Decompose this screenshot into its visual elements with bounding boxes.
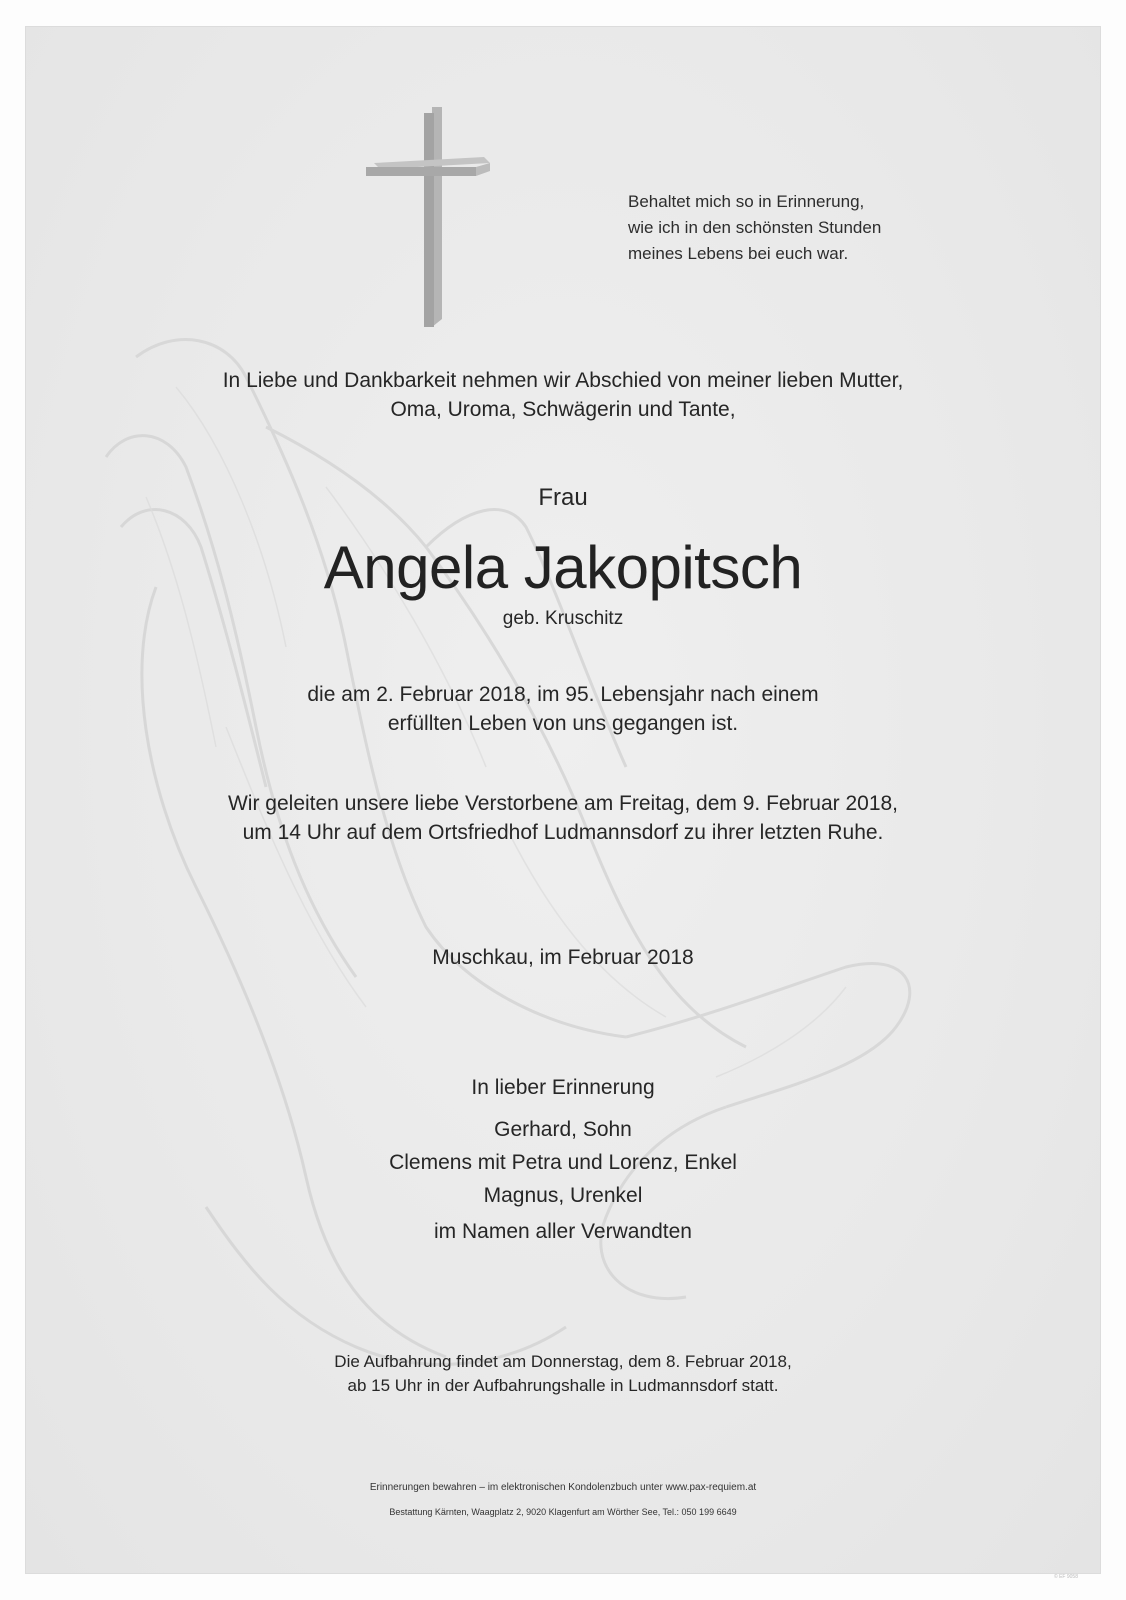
place-date: Muschkau, im Februar 2018 [432,946,694,969]
death-info-line: die am 2. Februar 2018, im 95. Lebensjahr nach einem [307,683,819,706]
wake-info [26,1350,1100,1398]
cross-icon [366,107,496,327]
mourner-name: Gerhard, Sohn [494,1118,632,1141]
funeral-info [26,789,1100,847]
intro-line: In Liebe und Dankbarkeit nehmen wir Abschied von meiner lieben Mutter, [222,369,904,392]
undertaker-contact: Bestattung Kärnten, Waagplatz 2, 9020 Klagenfurt am Wörther See, Tel.: 050 199 6649 [389,1507,737,1517]
obituary-frame [25,26,1101,1574]
print-code: © EF 9058 [1054,1574,1078,1580]
death-info-line: erfüllten Leben von uns gegangen ist. [387,712,739,735]
funeral-info-line: um 14 Uhr auf dem Ortsfriedhof Ludmannsdorf zu ihrer letzten Ruhe. [242,821,884,844]
wake-info-line: ab 15 Uhr in der Aufbahrungshalle in Ludmannsdorf statt. [347,1376,779,1395]
intro-line: Oma, Uroma, Schwägerin und Tante, [390,398,736,421]
farewell-intro [26,366,1100,424]
mourner-name: Clemens mit Petra und Lorenz, Enkel [389,1151,737,1174]
memorial-quote [628,189,948,267]
quote-line: meines Lebens bei euch war. [628,244,849,263]
mourner-name: Magnus, Urenkel [483,1184,643,1207]
mourners-list [26,1113,1100,1212]
funeral-info-line: Wir geleiten unsere liebe Verstorbene am Freitag, dem 9. Februar 2018, [227,792,899,815]
deceased-title: Frau [538,484,588,511]
deceased-birth-name: geb. Kruschitz [502,608,624,629]
quote-line: Behaltet mich so in Erinnerung, [628,192,865,211]
mourners-footer: im Namen aller Verwandten [434,1220,692,1243]
mourners-heading: In lieber Erinnerung [471,1076,655,1099]
wake-info-line: Die Aufbahrung findet am Donnerstag, dem 8. Februar 2018, [334,1352,792,1371]
deceased-name: Angela Jakopitsch [323,534,803,601]
death-info [26,680,1100,738]
quote-line: wie ich in den schönsten Stunden [628,218,882,237]
condolence-book-note: Erinnerungen bewahren – im elektronischen Kondolenzbuch unter www.pax-requiem.at [369,1482,757,1493]
